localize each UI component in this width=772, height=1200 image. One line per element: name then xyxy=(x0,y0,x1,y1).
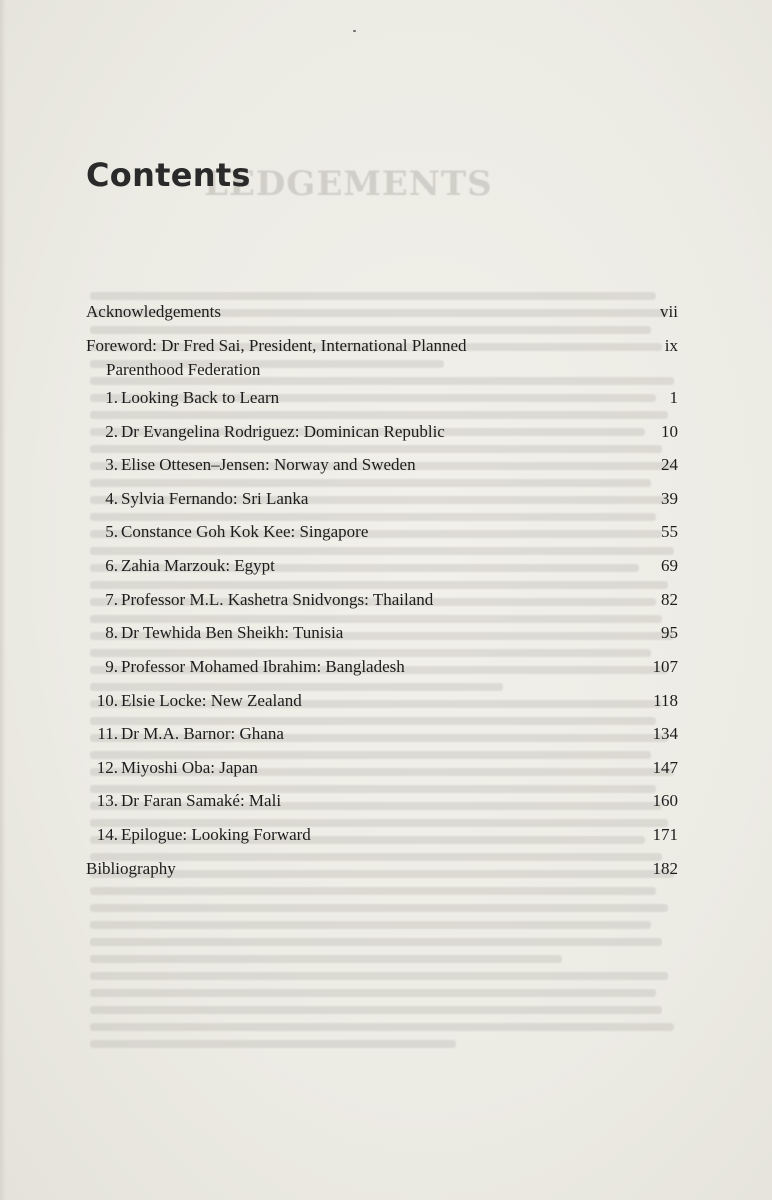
paper-speck xyxy=(353,30,356,32)
toc-entry-chapter-11 xyxy=(86,722,678,756)
toc-entry-page: 107 xyxy=(652,657,678,676)
toc-entry-title: Elise Ottesen–Jensen: Norway and Sweden xyxy=(121,455,416,474)
toc-entry-title: Foreword: Dr Fred Sai, President, International Planned xyxy=(86,336,467,355)
toc-entry-chapter-13 xyxy=(86,789,678,823)
toc-entry-number: 14. xyxy=(96,825,118,844)
toc-entry-page: 160 xyxy=(652,791,678,810)
toc-entry-chapter-14 xyxy=(86,823,678,857)
toc-entry-chapter-6 xyxy=(86,554,678,588)
toc-entry-page: 1 xyxy=(669,388,678,407)
toc-entry-foreword xyxy=(86,334,678,386)
toc-entry-chapter-1 xyxy=(86,386,678,420)
toc-entry-title: Zahia Marzouk: Egypt xyxy=(121,556,275,575)
toc-entry-number: 8. xyxy=(105,623,118,642)
toc-entry-number: 9. xyxy=(105,657,118,676)
toc-entry-page: 82 xyxy=(661,590,678,609)
toc-entry-bibliography xyxy=(86,857,678,891)
toc-entry-page: 147 xyxy=(652,758,678,777)
toc-entry-page: 134 xyxy=(652,724,678,743)
toc-entry-title: Bibliography xyxy=(86,859,176,878)
toc-entry-chapter-7 xyxy=(86,588,678,621)
toc-entry-page: 10 xyxy=(661,422,678,441)
toc-entry-number: 6. xyxy=(105,556,118,575)
toc-entry-page: 24 xyxy=(661,455,678,474)
toc-entry-number: 2. xyxy=(105,422,118,441)
toc-entry-page: 171 xyxy=(652,825,678,844)
toc-entry-page: vii xyxy=(660,302,678,321)
toc-entry-number: 3. xyxy=(105,455,118,474)
toc-entry-number: 4. xyxy=(105,489,118,508)
toc-entry-page: 182 xyxy=(652,859,678,878)
toc-entry-title: Professor Mohamed Ibrahim: Bangladesh xyxy=(121,657,405,676)
page-left-edge xyxy=(0,0,6,1200)
toc-entry-acknowledgements xyxy=(86,300,678,334)
toc-entry-title: Miyoshi Oba: Japan xyxy=(121,758,258,777)
toc-entry-title-continued: Parenthood Federation xyxy=(106,360,261,379)
table-of-contents xyxy=(86,300,678,891)
toc-entry-page: ix xyxy=(664,336,678,355)
toc-entry-title: Dr Evangelina Rodriguez: Dominican Republic xyxy=(121,422,445,441)
toc-entry-title: Looking Back to Learn xyxy=(121,388,280,407)
toc-entry-title: Professor M.L. Kashetra Snidvongs: Thailand xyxy=(121,590,434,609)
toc-entry-number: 10. xyxy=(96,691,118,710)
toc-entry-title: Elsie Locke: New Zealand xyxy=(121,691,302,710)
toc-entry-number: 5. xyxy=(105,522,118,541)
toc-entry-title: Dr Tewhida Ben Sheikh: Tunisia xyxy=(121,623,344,642)
toc-entry-page: 39 xyxy=(661,489,678,508)
toc-entry-title: Epilogue: Looking Forward xyxy=(121,825,311,844)
toc-entry-title: Dr M.A. Barnor: Ghana xyxy=(121,724,284,743)
toc-entry-chapter-10 xyxy=(86,689,678,722)
toc-entry-title: Dr Faran Samaké: Mali xyxy=(121,791,282,810)
toc-entry-number: 12. xyxy=(96,758,118,777)
toc-entry-page: 118 xyxy=(653,691,678,710)
toc-entry-chapter-9 xyxy=(86,655,678,689)
toc-entry-title: Acknowledgements xyxy=(86,302,222,321)
toc-entry-chapter-2 xyxy=(86,420,678,453)
toc-entry-number: 1. xyxy=(105,388,118,407)
toc-entry-chapter-4 xyxy=(86,487,678,520)
toc-entry-page: 55 xyxy=(661,522,678,541)
toc-entry-chapter-8 xyxy=(86,621,678,655)
show-through-heading: LEDGEMENTS xyxy=(204,164,493,204)
toc-entry-page: 95 xyxy=(661,623,678,642)
toc-entry-page: 69 xyxy=(661,556,678,575)
toc-entry-chapter-12 xyxy=(86,756,678,789)
toc-entry-number: 13. xyxy=(96,791,118,810)
toc-entry-number: 11. xyxy=(97,724,118,743)
page-title: Contents xyxy=(86,156,251,194)
toc-entry-title: Sylvia Fernando: Sri Lanka xyxy=(121,489,309,508)
toc-entry-chapter-5 xyxy=(86,520,678,554)
toc-entry-number: 7. xyxy=(105,590,118,609)
toc-entry-chapter-3 xyxy=(86,453,678,487)
toc-entry-title: Constance Goh Kok Kee: Singapore xyxy=(121,522,369,541)
